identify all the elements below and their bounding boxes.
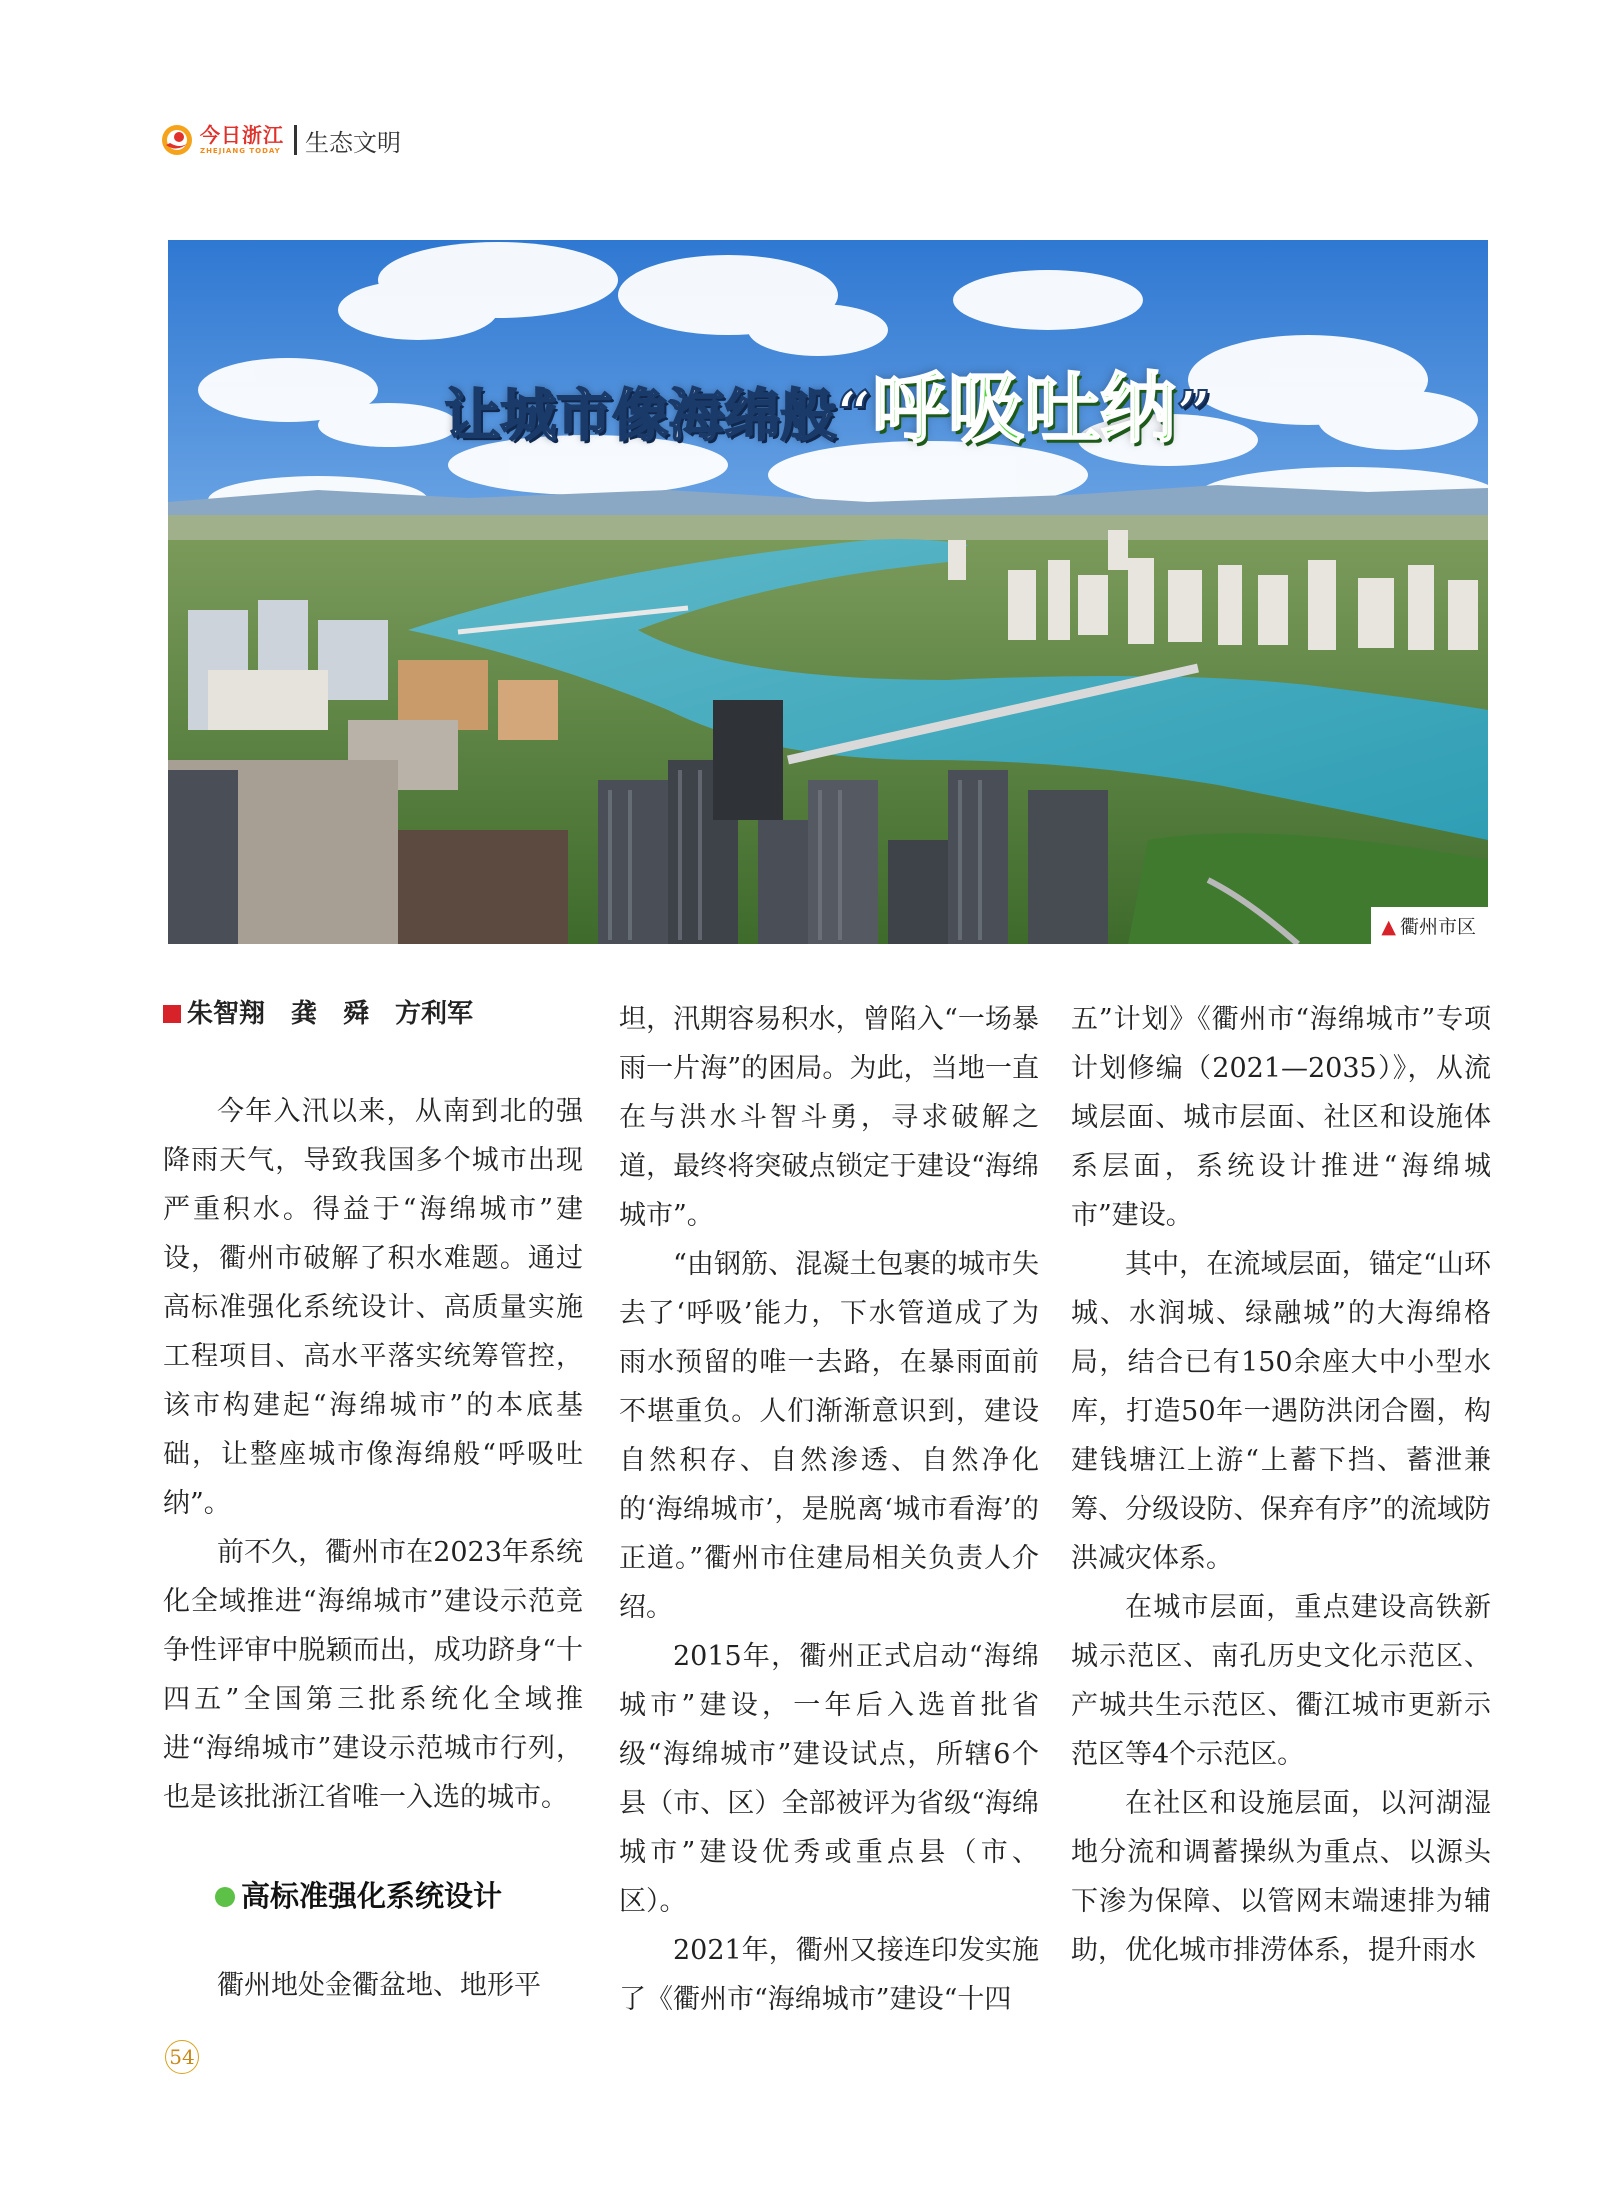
paragraph: “由钢筋、混凝土包裹的城市失去了‘呼吸’能力，下水管道成了为雨水预留的唯一去路，在暴雨面前不堪重负。人们渐渐意识到，建设自然积存、自然渗透、自然净化的‘海绵城市’，是脱离‘城市看海’的正道。”衢州市住建局相关负责人介绍。 <box>619 1249 1039 1623</box>
section-name: 生态文明 <box>305 128 401 157</box>
red-square-icon <box>163 1005 181 1023</box>
paragraph: 2021年，衢州又接连印发实施了《衢州市“海绵城市”建设“十四 <box>619 1935 1039 2015</box>
header-divider <box>294 125 297 155</box>
triangle-icon: ▲ <box>1381 916 1396 938</box>
title-quote-open: “ <box>836 377 872 450</box>
logo-wordmark <box>200 125 284 155</box>
paragraph: 其中，在流域层面，锚定“山环城、水润城、绿融城”的大海绵格局，结合已有150余座大中小型水库，打造50年一遇防洪闭合圈，构建钱塘江上游“上蓄下挡、蓄泄兼筹、分级设防、保弃有序”的流域防洪减灾体系。 <box>1071 1249 1491 1574</box>
title-highlight: 呼吸吐纳 <box>872 364 1176 453</box>
paragraph: 今年入汛以来，从南到北的强降雨天气，导致我国多个城市出现严重积水。得益于“海绵城市”建设，衢州市破解了积水难题。通过高标准强化系统设计、高质量实施工程项目、高水平落实统筹管控，该市构建起“海绵城市”的本底基础，让整座城市像海绵般“呼吸吐纳”。 <box>163 1096 583 1519</box>
title-main: 让城市像海绵般 <box>444 383 837 449</box>
caption-text: 衢州市区 <box>1399 916 1476 938</box>
photo-caption <box>1371 907 1488 944</box>
byline <box>163 995 583 1033</box>
text-column-3 <box>1071 995 1491 1975</box>
section-heading <box>215 1872 583 1921</box>
city-aerial-illustration <box>168 240 1488 944</box>
sun-logo-icon <box>160 123 194 157</box>
paragraph: 2015年，衢州正式启动“海绵城市”建设，一年后入选首批省级“海绵城市”建设试点，所辖6个县（市、区）全部被评为省级“海绵城市”建设优秀或重点县（市、区）。 <box>619 1641 1039 1917</box>
title-quote-close: ” <box>1176 377 1212 450</box>
hero-photo <box>168 240 1488 944</box>
paragraph: 坦，汛期容易积水，曾陷入“一场暴雨一片海”的困局。为此，当地一直在与洪水斗智斗勇，寻求破解之道，最终将突破点锁定于建设“海绵城市”。 <box>619 1004 1039 1231</box>
green-dot-icon <box>215 1887 235 1907</box>
paragraph: 在城市层面，重点建设高铁新城示范区、南孔历史文化示范区、产城共生示范区、衢江城市更新示范区等4个示范区。 <box>1071 1592 1491 1770</box>
text-column-1 <box>163 995 583 2010</box>
page-number: 54 <box>165 2040 199 2074</box>
paragraph: 前不久，衢州市在2023年系统化全域推进“海绵城市”建设示范竞争性评审中脱颖而出，成功跻身“十四五”全国第三批系统化全域推进“海绵城市”建设示范城市行列，也是该批浙江省唯一入选的城市。 <box>163 1537 583 1813</box>
logo-chinese: 今日浙江 <box>200 123 284 147</box>
paragraph: 五”计划》《衢州市“海绵城市”专项计划修编（2021—2035）》，从流域层面、城市层面、社区和设施体系层面，系统设计推进“海绵城市”建设。 <box>1071 1004 1491 1231</box>
paragraph: 衢州地处金衢盆地、地形平 <box>217 1970 541 2001</box>
paragraph: 在社区和设施层面，以河湖湿地分流和调蓄操纵为重点、以源头下渗为保障、以管网末端速排为辅助，优化城市排涝体系，提升雨水 <box>1071 1788 1491 1966</box>
page-header <box>160 118 401 162</box>
section-heading-text: 高标准强化系统设计 <box>241 1879 503 1913</box>
article-title <box>168 348 1488 457</box>
logo-english: ZHEJIANG TODAY <box>200 147 281 155</box>
author-names: 朱智翔 龚 舜 方利军 <box>187 999 474 1029</box>
text-column-2 <box>619 995 1039 2024</box>
